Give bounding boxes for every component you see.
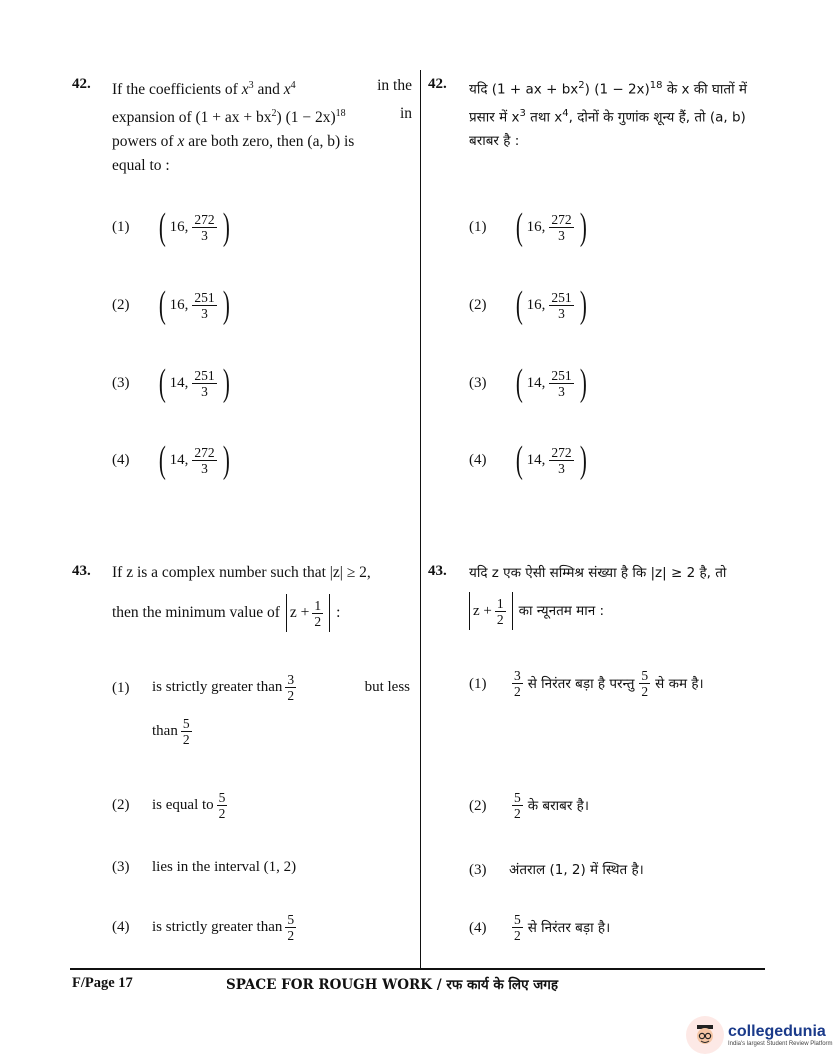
option-label: (1) [112,218,130,235]
q42-en-option-2[interactable] [112,286,232,324]
option-pair: ( 14, $\frac{272}{3}$ ) [515,439,587,481]
option-2-en[interactable]: (2) is equal to $\frac{5}{2}$ [112,790,226,821]
question-42-stem-en: If the coefficients of $x^3$ and $x^4$ in the expansion of (1 + ax + $bx^2$) $(1 - 2x)^{18}$ in powers of x are both zero, then (a, b) is equal to : [112,77,412,175]
q42-en-option-3[interactable] [112,364,232,402]
option-label: (1) [469,218,487,235]
option-pair: ( 16, $\frac{272}{3}$ ) [158,206,230,248]
option-3-en[interactable]: (3) lies in the interval (1, 2) [112,859,297,875]
question-43-stem-en-line2: then the minimum value of z + $\frac{1}{2}$ : [112,594,340,632]
q42-hi-option-4[interactable] [469,441,589,479]
rough-work-label: SPACE FOR ROUGH WORK / रफ कार्य के लिए जगह [226,977,559,993]
option-4-en[interactable]: (4) is strictly greater than $\frac{5}{2}$ [112,912,295,943]
abs-expression: z + $\frac{1}{2}$ [286,594,330,632]
page-number: F/Page 17 [72,975,133,991]
option-label: (3) [112,374,130,391]
question-number: 43. [72,563,91,579]
option-2-hi[interactable]: (2) $\frac{5}{2}$ के बराबर है। [469,790,589,821]
column-divider [420,70,421,970]
option-pair: ( 16, $\frac{272}{3}$ ) [515,206,587,248]
option-3-hi[interactable]: (3) अंतराल (1, 2) में स्थित है। [469,862,644,878]
collegedunia-watermark [686,1016,833,1054]
q42-en-option-4[interactable] [112,441,232,479]
option-label: (4) [112,451,130,468]
question-43-stem-hi-line1: यदि z एक ऐसी सम्मिश्र संख्या है कि |z| ≥ 2 है, तो [469,565,727,581]
footer-rule [70,968,765,970]
option-label: (3) [469,374,487,391]
option-pair: ( 16, $\frac{251}{3}$ ) [515,284,587,326]
q42-hi-option-3[interactable] [469,364,589,402]
q42-hi-option-2[interactable] [469,286,589,324]
option-label: (2) [112,296,130,313]
question-43-stem-en-line1: If z is a complex number such that |z| ≥ 2, [112,564,371,581]
option-pair: ( 16, $\frac{251}{3}$ ) [158,284,230,326]
option-label: (2) [469,296,487,313]
option-pair: ( 14, $\frac{251}{3}$ ) [515,362,587,404]
option-4-hi[interactable]: (4) $\frac{5}{2}$ से निरंतर बड़ा है। [469,912,611,943]
question-42-stem-hi: यदि (1 + ax + $bx^2$) $(1 - 2x)^{18}$ के x की घातों में प्रसार में $x^3$ तथा $x^4$, दोनों के गुणांक शून्य हैं, तो (a, b) बराबर है : [469,80,747,149]
option-label: (4) [469,451,487,468]
option-pair: ( 14, $\frac{272}{3}$ ) [158,439,230,481]
option-1-hi[interactable]: (1) $\frac{3}{2}$ से निरंतर बड़ा है परन्तु $\frac{5}{2}$ से कम है। [469,668,704,699]
question-43-stem-hi-line2: z + $\frac{1}{2}$ का न्यूनतम मान : [469,592,604,630]
question-number: 43. [428,563,447,579]
mascot-icon [686,1016,724,1054]
option-pair: ( 14, $\frac{251}{3}$ ) [158,362,230,404]
q42-hi-option-1[interactable] [469,208,589,246]
brand-tagline: India's largest Student Review Platform [728,1041,833,1047]
question-number: 42. [428,76,447,92]
q42-en-option-1[interactable] [112,208,232,246]
abs-expression: z + $\frac{1}{2}$ [469,592,513,630]
brand-name: collegedunia [728,1023,826,1040]
question-number: 42. [72,76,91,92]
option-1-en[interactable]: (1) is strictly greater than $\frac{3}{2}$ but less [112,672,410,703]
option-1-en-cont: than $\frac{5}{2}$ [152,716,190,747]
